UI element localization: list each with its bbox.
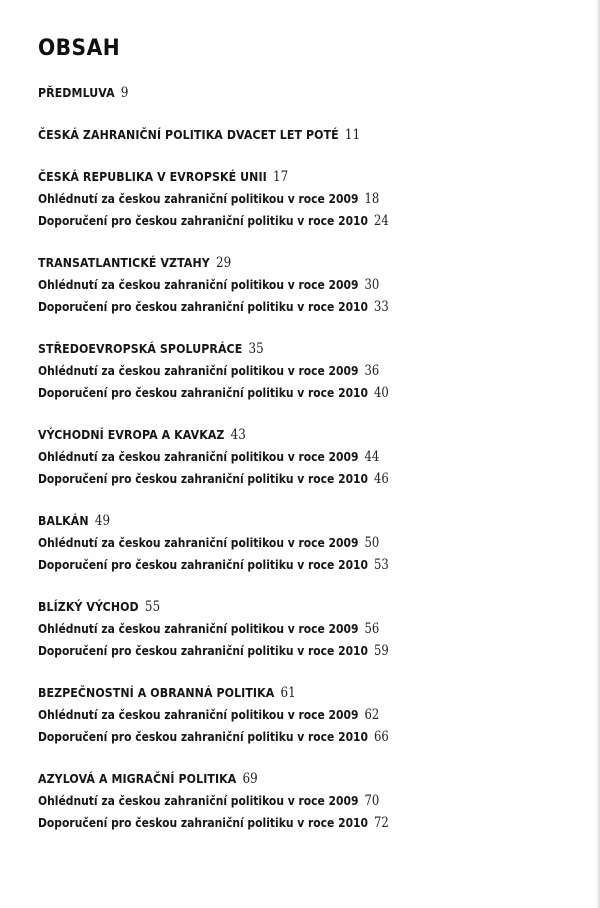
toc-page-number: 35 [248,341,264,357]
toc-section [38,252,578,318]
toc-heading [38,124,513,146]
toc-page-number: 62 [364,707,380,723]
toc-subentry-text: Doporučení pro českou zahraniční politiku v roce 2010 [38,557,369,572]
toc-subentry-text: Doporučení pro českou zahraniční politiku v roce 2010 [38,471,369,486]
toc-page-number: 30 [364,277,380,293]
toc-heading-text: PŘEDMLUVA [38,85,115,100]
toc-heading [38,82,513,104]
toc-heading [38,338,513,360]
toc-subentry [38,360,502,382]
toc-section [38,596,578,662]
toc-heading [38,166,513,188]
toc-subentry-text: Ohlédnutí za českou zahraniční politikou v roce 2009 [38,621,359,636]
toc-page-number: 24 [374,213,389,229]
toc-section [38,424,578,490]
toc-subentry-text: Ohlédnutí za českou zahraniční politikou v roce 2009 [38,191,359,206]
toc-subentry-text: Ohlédnutí za českou zahraniční politikou v roce 2009 [38,793,359,808]
toc-page-number: 55 [144,599,161,615]
toc-section [38,166,578,232]
toc-subentry [38,618,502,640]
toc-subentry [38,188,502,210]
toc-heading [38,252,513,274]
toc-page-number: 44 [364,449,380,465]
toc-page-number: 61 [280,685,296,701]
toc-heading-text: VÝCHODNÍ EVROPA A KAVKAZ [38,427,225,442]
toc-heading [38,768,513,790]
toc-subentry [38,704,502,726]
toc-page-number: 36 [364,363,380,379]
toc-subentry [38,726,502,748]
toc-heading [38,596,513,618]
section-gap [38,232,578,252]
toc-subentry [38,640,502,662]
toc-subentry [38,274,502,296]
toc-page-number: 43 [230,427,246,443]
toc-section [38,510,578,576]
toc-subentry-text: Ohlédnutí za českou zahraniční politikou v roce 2009 [38,535,359,550]
toc-section [38,768,578,834]
toc-heading-text: ČESKÁ REPUBLIKA V EVROPSKÉ UNII [38,169,267,184]
toc-subentry [38,446,502,468]
toc-subentry [38,554,502,576]
toc-page-number: 9 [120,85,129,101]
toc-page-number: 11 [344,127,361,143]
toc-page-number: 56 [364,621,380,637]
toc-heading-text: TRANSATLANTICKÉ VZTAHY [38,255,210,270]
toc-subentry-text: Doporučení pro českou zahraniční politiku v roce 2010 [38,385,369,400]
toc-subentry-text: Ohlédnutí za českou zahraniční politikou v roce 2009 [38,277,359,292]
toc-page-number: 18 [364,191,380,207]
toc-page-number: 46 [374,471,389,487]
toc-subentry-text: Doporučení pro českou zahraniční politiku v roce 2010 [38,643,369,658]
toc-page-number: 40 [374,385,389,401]
toc-subentry [38,532,502,554]
toc-subentry-text: Ohlédnutí za českou zahraniční politikou v roce 2009 [38,449,359,464]
section-gap [38,576,578,596]
section-gap [38,318,578,338]
toc-section [38,338,578,404]
toc-subentry [38,790,502,812]
toc-heading-text: AZYLOVÁ A MIGRAČNÍ POLITIKA [38,771,237,786]
toc-subentry [38,812,502,834]
toc-subentry [38,468,502,490]
toc-subentry [38,296,502,318]
section-gap [38,662,578,682]
table-of-contents [38,82,578,834]
toc-page-number: 59 [374,643,389,659]
toc-section [38,82,578,104]
section-gap [38,104,578,124]
toc-heading-text: BLÍZKÝ VÝCHOD [38,599,139,614]
page-title: OBSAH [38,36,121,61]
toc-page-number: 49 [94,513,111,529]
toc-heading [38,424,513,446]
section-gap [38,490,578,510]
toc-subentry [38,382,502,404]
section-gap [38,146,578,166]
toc-heading-text: BALKÁN [38,513,89,528]
toc-page-number: 70 [364,793,380,809]
toc-page-number: 69 [242,771,258,787]
toc-subentry [38,210,502,232]
toc-heading-text: STŘEDOEVROPSKÁ SPOLUPRÁCE [38,341,243,356]
section-gap [38,748,578,768]
toc-subentry-text: Doporučení pro českou zahraniční politiku v roce 2010 [38,213,369,228]
toc-page-number: 17 [272,169,289,185]
toc-heading-text: ČESKÁ ZAHRANIČNÍ POLITIKA DVACET LET POTÉ [38,127,339,142]
toc-page-number: 33 [374,299,389,315]
toc-page-number: 50 [364,535,380,551]
toc-page-number: 29 [215,255,232,271]
toc-heading-text: BEZPEČNOSTNÍ A OBRANNÁ POLITIKA [38,685,275,700]
toc-section [38,124,578,146]
section-gap [38,404,578,424]
toc-page-number: 53 [374,557,389,573]
toc-subentry-text: Ohlédnutí za českou zahraniční politikou v roce 2009 [38,363,359,378]
toc-page-number: 66 [374,729,389,745]
toc-page-number: 72 [374,815,389,831]
toc-heading [38,682,513,704]
toc-section [38,682,578,748]
toc-subentry-text: Doporučení pro českou zahraniční politiku v roce 2010 [38,815,369,830]
toc-heading [38,510,513,532]
toc-subentry-text: Doporučení pro českou zahraniční politiku v roce 2010 [38,299,369,314]
toc-subentry-text: Doporučení pro českou zahraniční politiku v roce 2010 [38,729,369,744]
toc-subentry-text: Ohlédnutí za českou zahraniční politikou v roce 2009 [38,707,359,722]
